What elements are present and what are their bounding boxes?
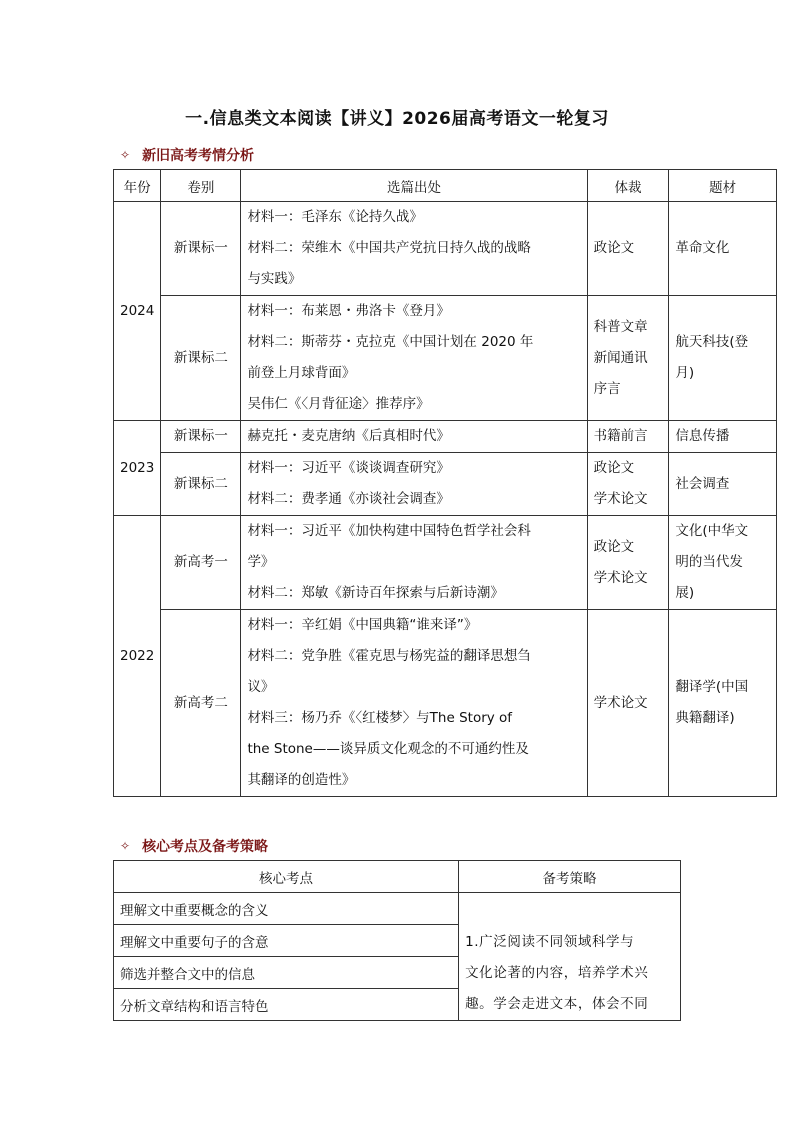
table-row (114, 453, 777, 516)
table-row (114, 202, 777, 296)
core-points-table (113, 860, 681, 1021)
header-source: 选篇出处 (241, 170, 587, 202)
source-cell: 材料一：习近平《加快构建中国特色哲学社会科 学》 材料二：郑敏《新诗百年探索与后新诗潮》 (241, 516, 587, 610)
table-row (114, 516, 777, 610)
diamond-bullet-icon: ✧ (120, 148, 131, 162)
exam-analysis-table (113, 169, 777, 797)
topic-cell: 翻译学(中国 典籍翻译) (669, 610, 777, 797)
topic-cell: 革命文化 (669, 202, 777, 296)
section-heading-exam-analysis (120, 145, 254, 165)
topic-cell: 信息传播 (669, 421, 777, 453)
genre-cell: 学术论文 (587, 610, 669, 797)
document-title: 一.信息类文本阅读【讲义】2026届高考语文一轮复习 (185, 109, 609, 129)
diamond-bullet-icon: ✧ (120, 839, 131, 853)
header-paper: 卷别 (161, 170, 241, 202)
paper-cell: 新高考二 (161, 610, 241, 797)
header-genre: 体裁 (587, 170, 669, 202)
core-point-cell: 理解文中重要句子的含意 (114, 925, 459, 957)
section-heading-core-points (120, 836, 268, 856)
topic-cell: 航天科技(登 月) (669, 296, 777, 421)
paper-cell: 新课标二 (161, 296, 241, 421)
paper-cell: 新课标二 (161, 453, 241, 516)
genre-cell: 书籍前言 (587, 421, 669, 453)
header-core-point: 核心考点 (114, 861, 459, 893)
paper-cell: 新课标一 (161, 421, 241, 453)
section-heading-text: 新旧高考考情分析 (142, 148, 255, 164)
genre-cell: 政论文 学术论文 (587, 516, 669, 610)
header-topic: 题材 (669, 170, 777, 202)
section-heading-text: 核心考点及备考策略 (142, 839, 269, 855)
table-header-row (114, 861, 681, 893)
paper-cell: 新高考一 (161, 516, 241, 610)
year-cell: 2024 (114, 202, 161, 421)
genre-cell: 政论文 (587, 202, 669, 296)
source-cell: 材料一：布莱恩・弗洛卡《登月》 材料二：斯蒂芬・克拉克《中国计划在 2020 年 前登上月球背面》 吴伟仁《〈月背征途〉推荐序》 (241, 296, 587, 421)
year-cell: 2022 (114, 516, 161, 797)
source-cell: 赫克托・麦克唐纳《后真相时代》 (241, 421, 587, 453)
genre-cell: 政论文 学术论文 (587, 453, 669, 516)
topic-cell: 文化(中华文 明的当代发 展) (669, 516, 777, 610)
table-row (114, 296, 777, 421)
source-cell: 材料一：辛红娟《中国典籍“谁来译”》 材料二：党争胜《霍克思与杨宪益的翻译思想刍 议》 材料三：杨乃乔《〈红楼梦〉与The Story of the Stone——谈异质文化观念的不可通约性及 其翻译的创造性》 (241, 610, 587, 797)
paper-cell: 新课标一 (161, 202, 241, 296)
year-cell: 2023 (114, 421, 161, 516)
table-row (114, 421, 777, 453)
header-strategy: 备考策略 (459, 861, 681, 893)
genre-cell: 科普文章 新闻通讯 序言 (587, 296, 669, 421)
table-header-row (114, 170, 777, 202)
core-point-cell: 分析文章结构和语言特色 (114, 989, 459, 1021)
table-row (114, 610, 777, 797)
topic-cell: 社会调查 (669, 453, 777, 516)
header-year: 年份 (114, 170, 161, 202)
core-point-cell: 筛选并整合文中的信息 (114, 957, 459, 989)
source-cell: 材料一：毛泽东《论持久战》 材料二：荣维木《中国共产党抗日持久战的战略 与实践》 (241, 202, 587, 296)
source-cell: 材料一：习近平《谈谈调查研究》 材料二：费孝通《亦谈社会调查》 (241, 453, 587, 516)
strategy-cell: 1.广泛阅读不同领域科学与 文化论著的内容，培养学术兴 趣。学会走进文本，体会不同 (459, 893, 681, 1021)
core-point-cell: 理解文中重要概念的含义 (114, 893, 459, 925)
table-row (114, 893, 681, 925)
